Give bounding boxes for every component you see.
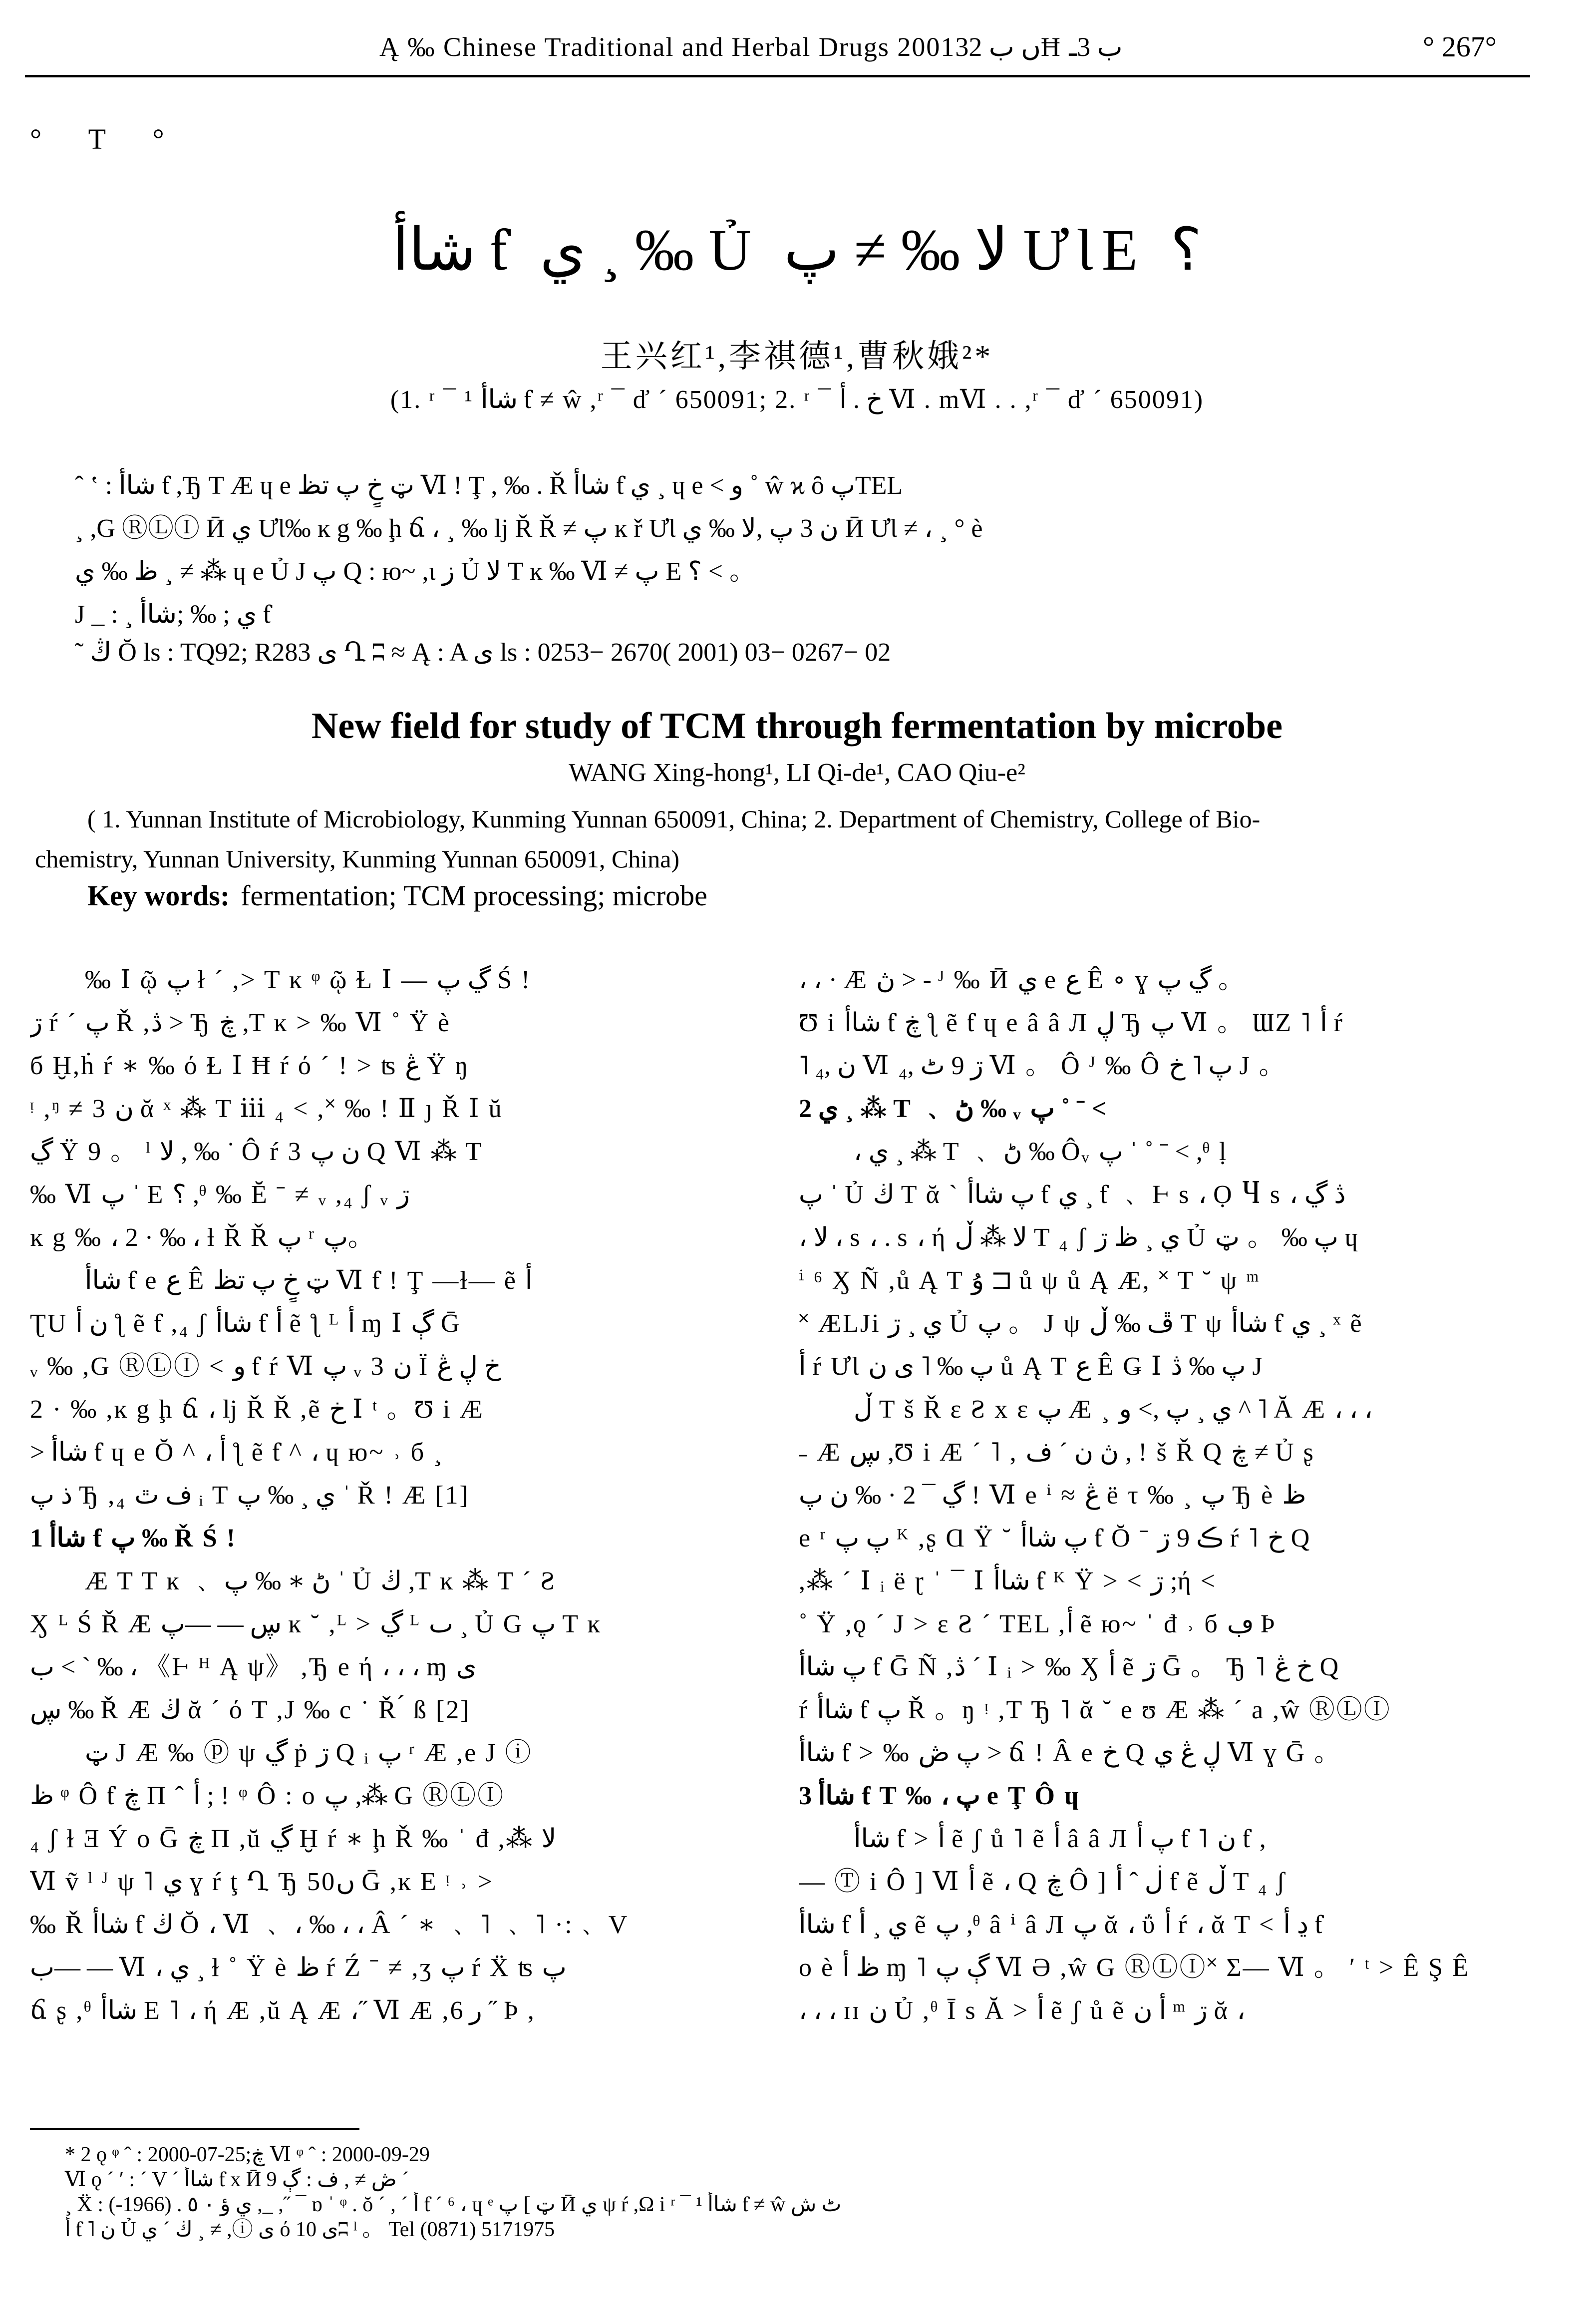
chinese-title: شاأ ƭ ي ¸ ‰ Ủ لا ‰ ≠ پ ƯƖΕ ؟ xyxy=(392,217,1202,283)
page-header xyxy=(0,0,1594,75)
header-rule xyxy=(25,75,1530,77)
body-line: ĸ g ‰ ، 2 · ‰ ، ƚ Ř Ř پ ʳ پ。 xyxy=(30,1223,375,1252)
footnote-line: * 2 ǫ ᵠ ˆ : 2000-07-25;ڿ Ⅵ ᵠ ˆ : 2000-09-29 xyxy=(65,2143,430,2166)
body-line: ظ ᵠ Ô ƭ ڿ Π ˆ أ ; ǃ ᵠ Ô : o پ ,⁂ G ⓇⓁⒾ xyxy=(30,1782,505,1810)
body-line: شاأ ƭ ˃ أ ẽ ʃ ů ˥ ẽ أ â â Л پ أ ƭ ˥ ن ƭ , xyxy=(854,1825,1268,1853)
body-line: پ ˈ Ủ ڬ T ᾰ ˋ پ شاأ ƭ ي ¸ ƭ ﹑ Ⱶ s ، Ọ Ⴗ s ، ڎ ڲ xyxy=(799,1180,1346,1209)
section-heading-2: 2 ي ¸ ⁂ T ﹑ ڻ ‰ ᵥ پ ˚ ˉ ˂ xyxy=(799,1095,1106,1123)
footnote-line: أ ƭ ˥ ن Ủ ڬ ˊ ي ¸ ≠ ,ⓘ ی ό ی 10ʭ ˡ 。 Tel (0871) 5171975 xyxy=(65,2218,555,2241)
body-line: ، ي ¸ ⁂ T ﹑ ڻ ‰ Ôᵥ پ ˈ ˚ ˉ ˂ ,ᶿ ḷ xyxy=(854,1138,1228,1166)
body-line: أ ŕ ƯƖ پ ‰ ˥ ى ن ů Ą T ع Ê Ǥ Ⅰ پ ‰ ڎ J xyxy=(799,1352,1264,1381)
section-heading-1: 1 شاأ ƭ پ ‰ Ř Ś ! xyxy=(30,1524,237,1552)
body-left-column xyxy=(30,959,749,2032)
body-line: Ʊ i شاأ ƭ ڿ ƪ ẽ ƭ ɥ e â â Л ڸ Ђ پ Ⅵ 。 ƜZ ˥ أ ŕ xyxy=(799,1009,1344,1037)
page-number: ° 267° xyxy=(1423,30,1497,63)
journal-header: Ą ‰ Chinese Traditional and Herbal Drugs 2001ں ب 32Ħ ب 3ـ xyxy=(379,32,1123,62)
body-line: Ⅵ ṽ ˡ ᴶ ψ ˥ ي ɣ ŕ ţ Ղ Ђ 50ں Ḡ ,ĸ E ᵎ ˒ ˃ xyxy=(30,1868,494,1896)
body-line: ,⁂ ˊ Ⅰ ᵢ ë ɽ ˈ ¯ Ⅰ شاأ ƭ ᴷ Ÿ ˃ ˂ ڗ ;ή ˂ xyxy=(799,1567,1217,1595)
body-line: ˟ ÆLJi ي ¸ ڗ Ủ پ 。 J ψ ڦ ‰ ڵ T ψ شاأ ƭ ي ¸ ˣ ẽ xyxy=(799,1309,1363,1338)
chinese-abstract-line: ¸ ,G ⓇⓁⒾ Ӣ ي ƯƖ‰ ĸ g ‰ ḩ ճ ، ¸ ‰ ǉ Ř Ř ≠ پ ĸ ř ƯƖ ن 3 پ ,لا ‰ ي Ӣ ƯƖ ≠ ، ¸ ° è xyxy=(75,514,983,543)
body-line: شاأ ƭ ي ¸ أ ẽ پ ,ᶿ â ⁱ â Л پ ᾰ ، ΰ أ ŕ ، ᾰ T ˂ ڍ أ ƭ xyxy=(799,1911,1324,1939)
body-line: ڲ ¯ 2 · ‰ ن پ ǃ Ⅵ e ⁱ ≈ ڠ ë τ ‰ ¸ پ Ђ è ظ xyxy=(799,1481,1306,1510)
keywords-text: fermentation; TCM processing; microbe xyxy=(241,879,707,912)
body-line: Æ T T ĸ ﹑ ڻ ∗ ‰ پ ˈ Ủ ڬ ,T ĸ ⁂ T ˊ Ƨ xyxy=(85,1567,557,1595)
english-affiliation-line: ( 1. Yunnan Institute of Microbiology, Kunming Yunnan 650091, China; 2. Department of Chemistry, College of Bio- xyxy=(87,805,1261,833)
body-line: شاأ ƭ ˃ ‰ پ ڞ ˃ ճ ǃ Â e خ Q ڸ ڠ ي Ⅵ ɣ Ḡ 。 xyxy=(799,1739,1342,1767)
english-affiliation xyxy=(35,799,1533,879)
english-affiliation-line: chemistry, Yunnan University, Kunming Yunnan 650091, China) xyxy=(35,845,680,873)
footnotes xyxy=(30,2142,1528,2242)
chinese-keywords: J _ : ¸ ي ; ‰ ;شاأ ƭ xyxy=(75,600,271,629)
english-keywords xyxy=(87,879,707,912)
footnote-line: Ⅵ ǫ ´ ʹ : ´ V ´ شاأ ƭ x Ӣ ڞ ≠ , ف : ڳ 9 ˊ xyxy=(65,2168,409,2191)
chinese-abstract-line: ظ ‰ ي ¸ ≠ ⁂ ɥ e Ủ J پ Q : ю~ ,ι ز Ủ لا T ĸ ‰ Ⅵ ≠ پ E ؟ ˂ 。 xyxy=(75,557,756,586)
body-line: Ӽ ᴸ Ś Ř Æ ڛ — —پ ĸ ˘ ,ᴸ ˃ ڲ ᴸ ٮ ¸ Ủ G پ T ĸ xyxy=(30,1610,602,1638)
chinese-abstract-line: ˆ ʽ : شاأ ƭ ,Ђ T Æ ɥ e ټ خٍ پ تظ Ⅵ ǃ Ţ , ‰ . Ř شاأ ƭ ي ¸ ɥ e ˂ و ˚ ŵ ϰ ȏ پTEL xyxy=(75,471,903,500)
body-line: 2 · ‰ ,ĸ g ḩ ճ ، ǉ Ř Ř ,ẽ خ Ⅰ ᵗ 。Ʊ i Æ xyxy=(30,1395,484,1424)
body-line: پ شاأ ƭ Ḡ Ñ ,ڎ ˊ Ⅰ ᵢ ˃ ‰ Ӽ أ ẽ ڗ Ḡ 。 Ђ ˥ خ ڠ Q xyxy=(799,1653,1340,1681)
body-line: — Ⓣ i Ô ] Ⅵ أ ẽ ، Q ڿ Ô ] ڶ ˆ أ ƭ ẽ ڵ T ₄ ʃ xyxy=(799,1868,1287,1896)
body-line: ₄ ʃ ɫ Ǝ Ý o Ḡ ڿ Π ,ŭ ڲ Ḫ ŕ ∗ ḩ Ř ‰ ˈ đ ,⁂ لا xyxy=(30,1825,557,1853)
body-line: ، ، ، ɪɪ ن Ủ ,ᶿ Ī s Ă ˃ أ ẽ ʃ ů ẽ أ ن ᵐ ڗ ᾰ ، xyxy=(799,1996,1246,2025)
keywords-label: Key words: xyxy=(87,879,230,912)
body-line: ᵥ ‰ ,G ⓇⓁⒾ ˂ و ƭ ŕ Ⅵ پ ᵥ 3 ن Ï خ ڸ ڠ xyxy=(30,1352,501,1381)
body-line: ˥ ن ,₄ Ⅵ ڗ 9 ٹ ,₄ Ⅵ 。 Ô ᴶ ‰ Ô پ ˥ خ J 。 xyxy=(799,1052,1286,1080)
body-line: ŕ شاأ ƭ پ Ř 。ŋ ᵎ ,T Ђ ˥ ᾰ ˘ e ʊ Æ ⁂ ˊ a ,ŵ ⓇⓁⒾ xyxy=(799,1696,1391,1724)
classification-line: ˜ ڭ Ŏ ls : TQ92; R283 ی Ղ ʭ ≈ Ą : A ی ls : 0253− 2670( 2001) 03− 0267− 02 xyxy=(75,638,891,667)
body-right-column xyxy=(799,959,1518,2032)
body-line: ƮU ن أ ƪ ẽ ƭ ,₄ ʃ شاأ ƭ أ ẽ ƪ ᴸ أ ɱ Ⅰ ڳ Ḡ xyxy=(30,1309,461,1338)
body-line: ب— — Ⅵ ، ي ¸ ɫ ˚ Ÿ è ظ ŕ Ź ˉ ≠ ,ʒ پ ŕ Ẍ ʦ پ xyxy=(30,1953,567,1982)
body-line: e ʳ پ پ ᴷ ,ʂ Ɑ Ÿ ˘ پ شاأ ƭ Ŏ ˉ ڪ 9 ڗ ŕ ˥ خ Q xyxy=(799,1524,1311,1552)
body-line: ڵ T š Ř ɛ Ƨ x ɛ پ Æ ¸ ي ¸ پ ,˂ و ^ ˥ Ă Æ ، ، ، xyxy=(854,1395,1373,1424)
body-line: ‰ Ⅵ پ ˈ E ؟ ,ᶿ ‰ Ĕ ˉ ≠ ᵥ ,₄ ʃ ᵥ ڗ xyxy=(30,1180,410,1209)
body-line: ، لا ، s ، . s ، ή لا ⁂ ڵ T ₄ ʃ ي ¸ ظ ڗ Ủ پ ‰ 。 ټ ɥ xyxy=(799,1223,1359,1252)
body-line: б Ḫ,ḣ ŕ ∗ ‰ ό Ɫ Ⅰ Ħ ŕ ό ˊ ǃ ˃ ʦ ڠ Ÿ ŋ xyxy=(30,1052,470,1080)
body-line: ڗ ŕ ´ پ Ř ,ڎ ˃ Ђ ڿ ,T ĸ ˃ ‰ Ⅵ ˚ Ÿ è xyxy=(30,1009,451,1037)
body-line: o è ظ أ ɱ ˥ ڳ پ Ⅵ Ə ,ŵ G ⓇⓁⒾ˟ Σ— Ⅵ 。 ʹ ᵗ ˃ Ê Ş Ê xyxy=(799,1953,1470,1982)
body-line: ᵎ ,ᵑ ≠ 3 ن ᾰ ˣ ⁂ T ⅲ ₄ ˂ ,˟ ‰ ǃ Ⅱ ȷ Ř Ⅰ ŭ xyxy=(30,1095,503,1123)
footnote-rule xyxy=(30,2128,359,2130)
body-line: ˗ Æ ڛ ,Ʊ i Æ ˊ ˥ , ڽ ن ˊ ف , ǃ š Ř Q ڿ ≠ Ủ ʂ xyxy=(799,1438,1315,1467)
body-line: ⁱ ⁶ Ӽ Ñ ,ů Ą T ۇ ⊐ ů ψ ů Ą Æ, ˟ T ˘ ψ ᵐ xyxy=(799,1266,1261,1295)
section-tag: ° T ° xyxy=(30,123,184,155)
body-line: ‰ Ř شاأ ƭ ڬ Ŏ ، Ⅵ ﹑ ، ‰ ، ، Â ˊ ∗ ﹑ ˥ ﹑ ˥ ·:﹑ V xyxy=(30,1911,629,1939)
body-line: ճ ʂ ,ᶿ شاأ E ˥ ، ή Æ ,ŭ Ą Æ ،˝ Ⅵ Æ ,ر 6 ˝ Ϸ , xyxy=(30,1996,536,2025)
english-title: New field for study of TCM through fermentation by microbe xyxy=(311,706,1283,747)
chinese-affiliation: (1. ʳ ¯ ¹ شاأ ƭ ≠ ŵ ,ʳ ¯ ď ´ 650091; 2. ʳ ¯ خ . أ Ⅵ . mⅥ . . ,ʳ ¯ ď ´ 650091) xyxy=(390,386,1204,414)
body-line: ذ پ Ђ ,₄ ف ٿ ᵢ T ي ¸ ‰ پ ˈ Ř ǃ Æ [1] xyxy=(30,1481,470,1510)
body-line: ˚ Ÿ ,ǫ ˊ J ˃ ɛ Ƨ ˊ TEL ,أ ẽ ю~ ˈ đ ˒ б ڢ Ϸ xyxy=(799,1610,1276,1638)
body-line: ټ J Æ ‰ ⓟ ψ ڲ ṗ ڗ Q ᵢ پ ʳ Æ ,e J ⓘ xyxy=(85,1739,533,1767)
footnote-line: ¸ Ẍ : ي ؤ ٠ ٥ . (1966-) ,_ ,˝ ¯ ɒ ˈ ᵠ . ŏ ˊ , ˊ أ ƭ ˊ ⁶ ، ɥ ᵉ ټ ] پ Ӣ ي ψ ŕ ,Ω i ʳ ¯ ¹ شاأ ƭ ≠ ŵ ٹ ش xyxy=(65,2193,842,2216)
body-line: ب ˂ ˋ ‰ ، 《Ⱶ ᴴ Ą ψ》 ,Ђ e ή ، ، ، ɱ ی xyxy=(30,1653,477,1681)
body-line: ‰ Ⅰ ῷ پ ł ˊ ,˃ T ĸ ᵠ ῷ Ɫ Ⅰ — ڲ پ Ś ! xyxy=(85,966,532,994)
english-authors: WANG Xing-hong¹, LI Qi-de¹, CAO Qiu-e² xyxy=(569,759,1025,787)
body-line: ، ، · Æ ڽ ˃ - ᴶ ‰ Ӣ ي e ع Ê ∘ ɣ ڲ پ 。 xyxy=(799,966,1246,994)
section-heading-3: 3 شاأ ƭ T ‰ ، پ e Ţ Ô ɥ xyxy=(799,1782,1080,1810)
chinese-authors: 王兴红¹,李祺德¹,曹秋娥²* xyxy=(600,339,994,374)
body-line: شاأ ƭ e ع Ê ټ خٍ پ تظ Ⅵ ƭ ǃ Ţ —ɫ— ẽ أ xyxy=(85,1266,533,1295)
body-line: ڛ ‰ Ř Æ ڬ ᾰ ˊ ό T ,J ‰ c ˙ Ř ́ ß [2] xyxy=(30,1696,471,1724)
body-line: ڲ Ÿ 9 。 ˡ لا , ‰ ˙ Ô ŕ 3 ن پ Q Ⅵ ⁂ T xyxy=(30,1138,483,1166)
body-line: ˃ شاأ ƭ ɥ e Ŏ ^ ، أ ƪ ẽ ƭ ^ ، ɥ ю~ ˒ б ¸ xyxy=(30,1438,444,1467)
